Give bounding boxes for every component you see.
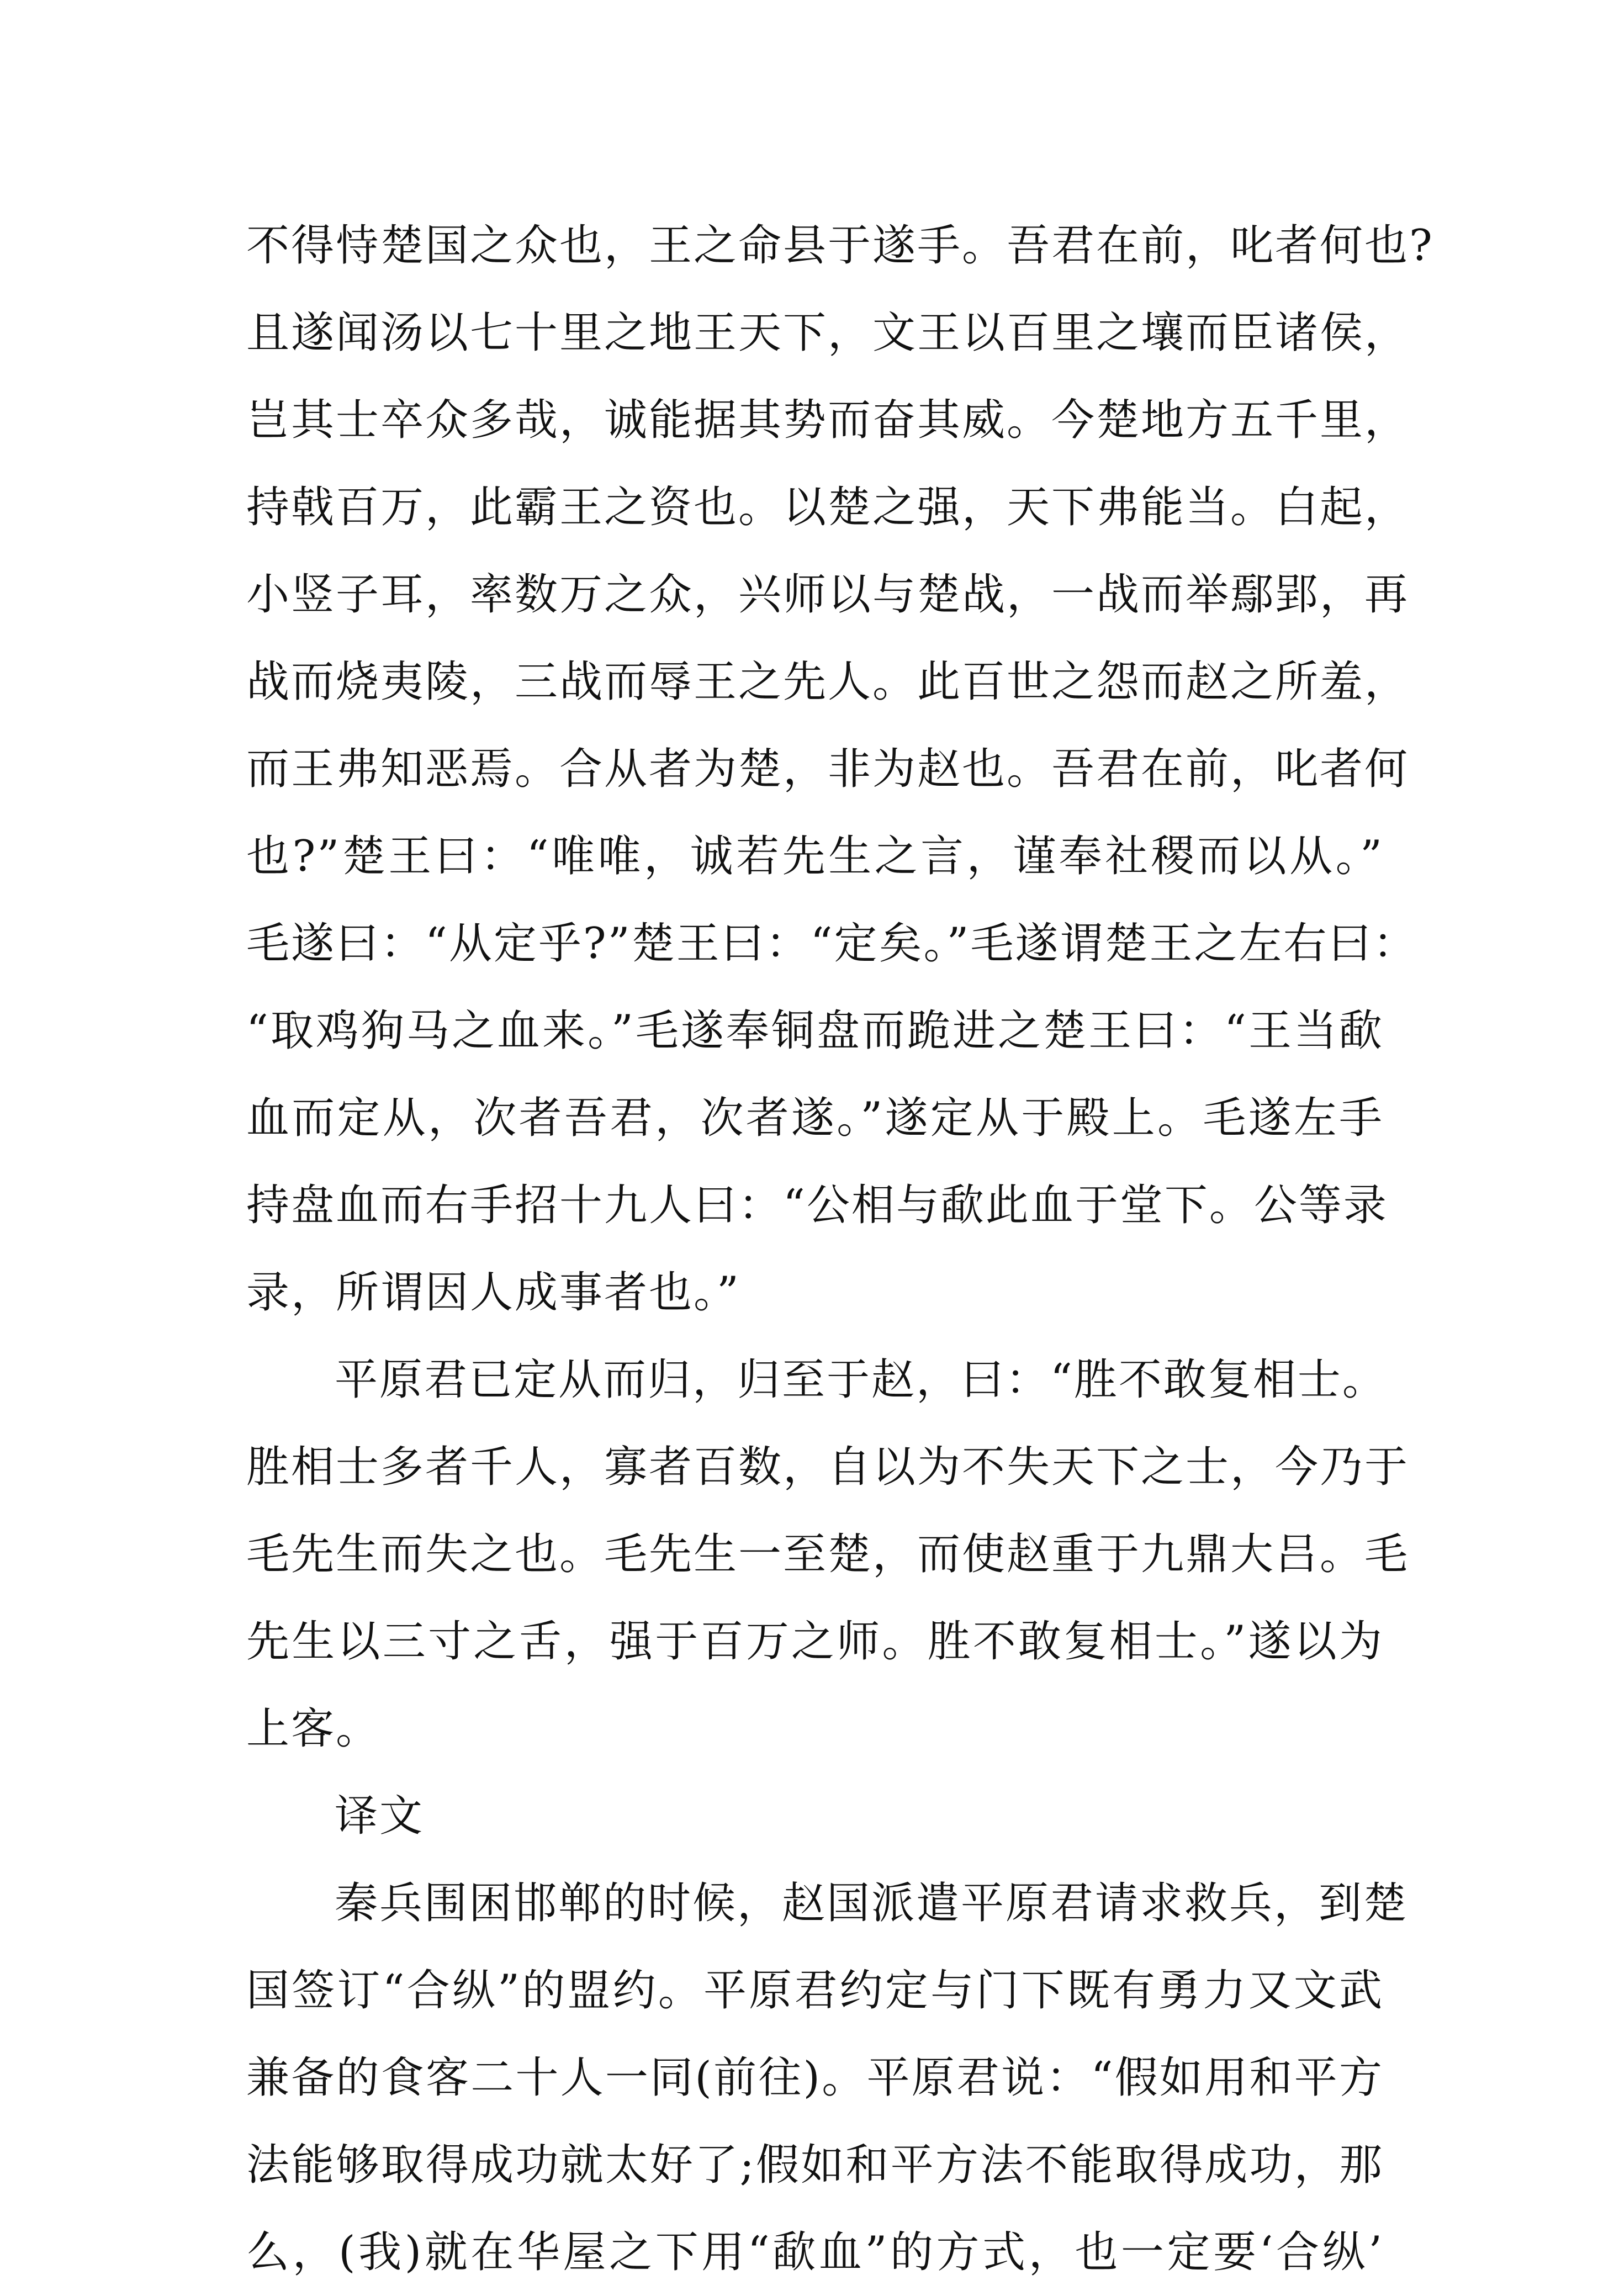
text-line: 而王弗知恶焉。合从者为楚，非为赵也。吾君在前，叱者何	[246, 744, 1410, 794]
text-line: 持戟百万，此霸王之资也。以楚之强，天下弗能当。白起，	[246, 483, 1410, 532]
body-text	[246, 202, 1434, 2296]
text-line: “取鸡狗马之血来。”毛遂奉铜盘而跪进之楚王曰：“王当歃	[246, 1006, 1384, 1056]
text-line: 血而定从，次者吾君，次者遂。”遂定从于殿上。毛遂左手	[246, 1093, 1384, 1143]
text-line: 国签订“合纵”的盟约。平原君约定与门下既有勇力又文武	[246, 1966, 1384, 2015]
text-line: 战而烧夷陵，三战而辱王之先人。此百世之怨而赵之所羞，	[246, 657, 1410, 707]
section-heading: 译文	[335, 1791, 425, 1841]
text-line: 法能够取得成功就太好了;假如和平方法不能取得成功，那	[246, 2140, 1384, 2190]
text-line: 岂其士卒众多哉，诚能据其势而奋其威。今楚地方五千里，	[246, 395, 1410, 445]
text-line: 上客。	[246, 1704, 381, 1754]
paragraph-start-line: 秦兵围困邯郸的时候，赵国派遣平原君请求救兵，到楚	[335, 1879, 1409, 1928]
text-line: 小竖子耳，率数万之众，兴师以与楚战，一战而举鄢郢，再	[246, 570, 1410, 620]
text-line: 持盘血而右手招十九人曰：“公相与歃此血于堂下。公等录	[246, 1181, 1388, 1230]
text-line: 先生以三寸之舌，强于百万之师。胜不敢复相士。”遂以为	[246, 1617, 1384, 1667]
text-line: 录，所谓因人成事者也。”	[246, 1268, 740, 1318]
text-line: 胜相士多者千人，寡者百数，自以为不失天下之士，今乃于	[246, 1442, 1410, 1492]
paragraph-start-line: 平原君已定从而归，归至于赵，曰：“胜不敢复相士。	[335, 1355, 1387, 1405]
text-line: 不得恃楚国之众也，王之命县于遂手。吾君在前，叱者何也?	[246, 221, 1434, 271]
text-line: 么，(我)就在华屋之下用“歃血”的方式，也一定要‘合纵’	[246, 2228, 1384, 2277]
text-line: 毛先生而失之也。毛先生一至楚，而使赵重于九鼎大吕。毛	[246, 1530, 1410, 1579]
text-line: 兼备的食客二十人一同(前往)。平原君说：“假如用和平方	[246, 2053, 1384, 2103]
text-line: 且遂闻汤以七十里之地王天下，文王以百里之壤而臣诸侯，	[246, 308, 1410, 358]
text-line: 也?”楚王曰：“唯唯，诚若先生之言，谨奉社稷而以从。”	[246, 832, 1384, 881]
text-line: 毛遂曰：“从定乎?”楚王曰：“定矣。”毛遂谓楚王之左右曰：	[246, 919, 1418, 969]
